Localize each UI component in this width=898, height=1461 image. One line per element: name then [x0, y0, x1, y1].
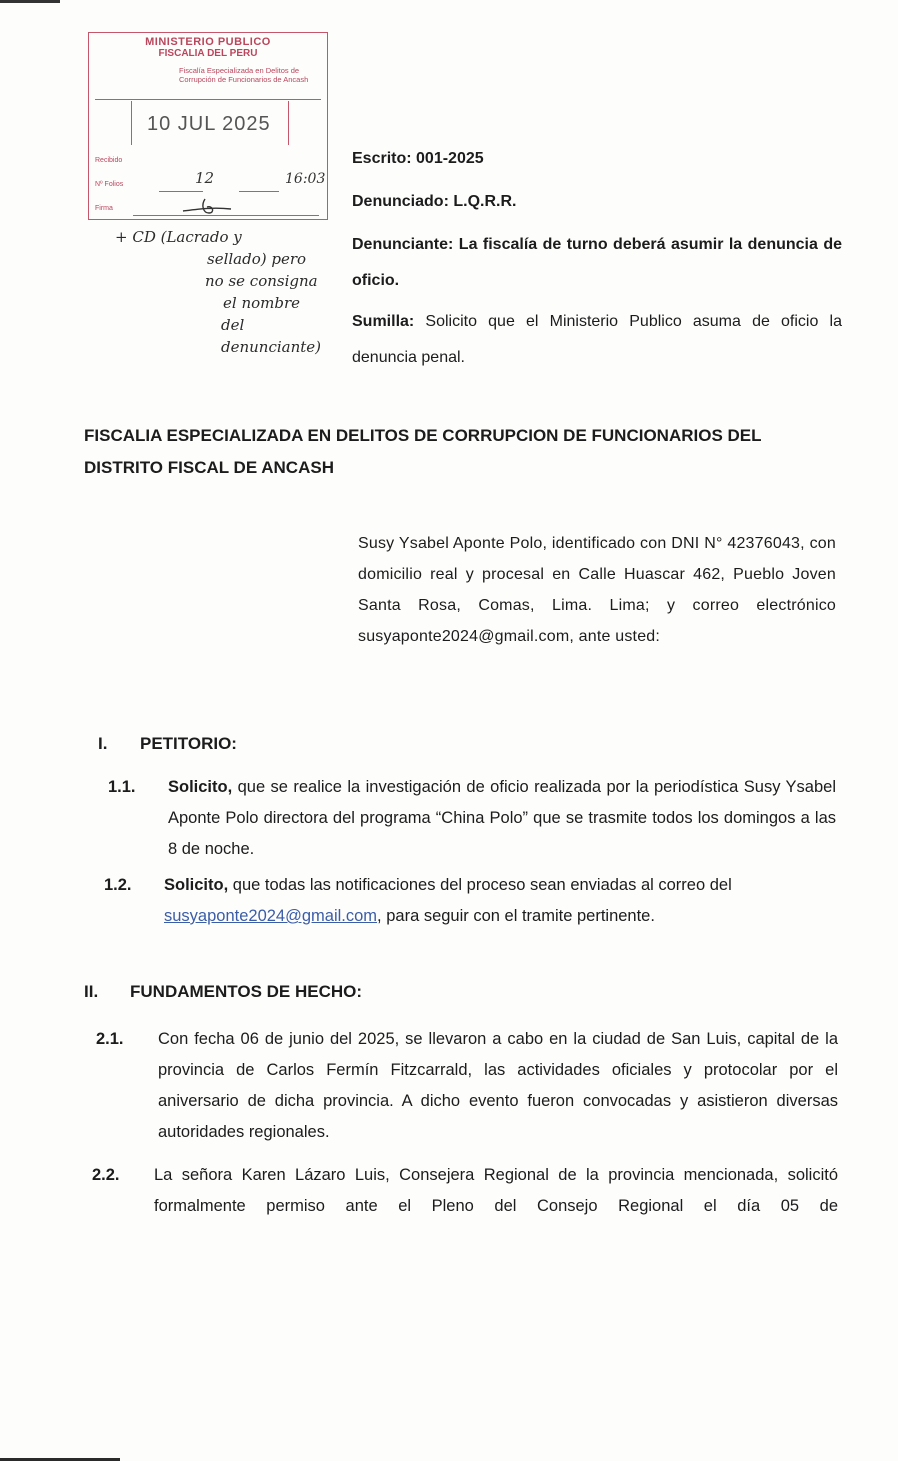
hecho-item-1 — [96, 1024, 838, 1154]
item-body-after: , para seguir con el tramite pertinente. — [377, 907, 655, 925]
section-1-title: PETITORIO: — [140, 734, 237, 753]
section-2-title: FUNDAMENTOS DE HECHO: — [130, 982, 363, 1001]
stamp-label-folios: Nº Folios — [95, 181, 124, 188]
item-text: La señora Karen Lázaro Luis, Consejera Regional de la provincia mencionada, solicitó formalmente permiso ante el Pleno del Consejo Regional el día 05 de — [154, 1166, 838, 1215]
hecho-item-2 — [92, 1160, 838, 1226]
denunciado-line — [352, 185, 516, 219]
denunciado-label: Denunciado: — [352, 193, 449, 210]
note-line: el nombre — [223, 294, 301, 312]
item-lead: Solicito, — [168, 778, 233, 796]
stamp-line-hora — [239, 191, 279, 192]
item-number: 1.2. — [104, 876, 132, 894]
item-body: que todas las notificaciones del proceso sean enviadas al correo del — [232, 876, 732, 894]
sumilla-label: Sumilla: — [352, 313, 415, 330]
stamp-date: 10 JUL 2025 — [147, 113, 271, 135]
intro-paragraph: Susy Ysabel Aponte Polo, identificado con DNI N° 42376043, con domicilio real y procesal en Calle Huascar 462, Pueblo Joven Santa Rosa, Comas, Lima. Lima; y correo electrónico susyaponte2024@gmail.com, ante usted: — [358, 535, 836, 645]
note-line: + CD (Lacrado y — [115, 228, 242, 246]
section-2-number: II. — [84, 982, 99, 1001]
email-link[interactable]: susyaponte2024@gmail.com — [164, 907, 378, 925]
handwritten-note — [115, 226, 345, 358]
escrito-line — [352, 142, 484, 176]
item-number: 2.1. — [96, 1030, 124, 1048]
stamp-line-folios — [159, 191, 203, 192]
addressee-title: FISCALIA ESPECIALIZADA EN DELITOS DE CORRUPCION DE FUNCIONARIOS DEL DISTRITO FISCAL DE ANCASH — [84, 426, 762, 477]
denunciante-label: Denunciante: — [352, 236, 454, 253]
denunciado-value: L.Q.R.R. — [453, 193, 517, 210]
item-text — [168, 772, 836, 865]
petitorio-item-1 — [108, 772, 838, 868]
stamp-divider — [95, 99, 321, 100]
section-1-number: I. — [98, 734, 108, 753]
denunciante-block — [352, 227, 842, 299]
item-lead: Solicito, — [164, 876, 229, 894]
escrito-label: Escrito: — [352, 150, 412, 167]
note-line: no se consigna — [205, 272, 318, 290]
petitorio-item-2 — [104, 870, 838, 934]
stamp-org-line2: FISCALIA DEL PERU — [158, 48, 258, 59]
stamp-label-firma: Firma — [95, 205, 113, 212]
scan-edge-top — [0, 0, 60, 3]
stamp-hora-handwritten: 16:03 — [285, 171, 326, 187]
reception-stamp — [88, 32, 328, 220]
item-number: 2.2. — [92, 1166, 120, 1184]
sumilla-value: Solicito que el Ministerio Publico asuma de oficio la denuncia penal. — [352, 313, 842, 366]
stamp-org-line3: Fiscalía Especializada en Delitos de Corrupción de Funcionarios de Ancash — [179, 66, 309, 84]
escrito-value: 001-2025 — [416, 150, 484, 167]
sumilla-block — [352, 304, 842, 376]
item-number: 1.1. — [108, 778, 136, 796]
signature-mark — [179, 195, 239, 219]
note-line: del denunciante) — [221, 316, 322, 356]
stamp-label-recibido: Recibido — [95, 157, 123, 164]
stamp-folios-handwritten: 12 — [195, 169, 215, 187]
note-line: sellado) pero — [207, 250, 307, 268]
stamp-org-line1: MINISTERIO PUBLICO — [145, 36, 271, 48]
denunciante-value: La fiscalía de turno deberá asumir la denuncia de oficio. — [352, 236, 842, 289]
item-text: Con fecha 06 de junio del 2025, se llevaron a cabo en la ciudad de San Luis, capital de la provincia de Carlos Fermín Fitzcarrald, las actividades oficiales y protocolar por el aniversario de dicha provincia. A dicho evento fueron convocadas y asistieron diversas autoridades regionales. — [158, 1030, 838, 1141]
item-text — [164, 870, 836, 932]
item-body: que se realice la investigación de oficio realizada por la periodística Susy Ysabel Aponte Polo directora del programa “China Polo” que se trasmite todos los domingos a las 8 de noche. — [168, 778, 836, 858]
